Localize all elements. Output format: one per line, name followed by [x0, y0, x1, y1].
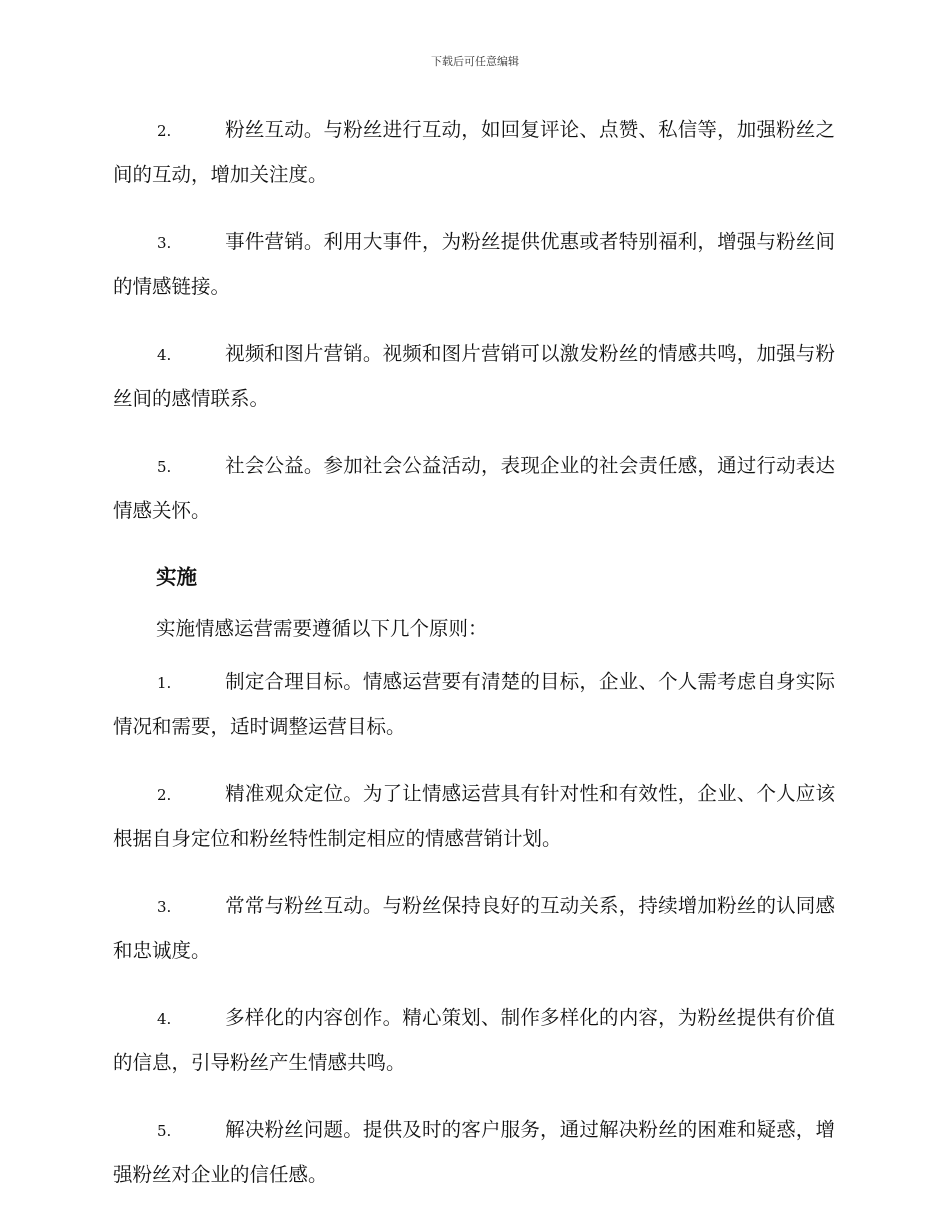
page-header: 下载后可任意编辑 — [431, 55, 519, 68]
list-item-text: 视频和图片营销。视频和图片营销可以激发粉丝的情感共鸣，加强与粉丝间的感情联系。 — [113, 342, 835, 410]
list-item-text: 事件营销。利用大事件，为粉丝提供优惠或者特别福利，增强与粉丝间的情感链接。 — [113, 230, 835, 298]
list-item-number: 3. — [157, 898, 172, 916]
list-item-number: 5. — [157, 1122, 172, 1140]
list-item — [113, 332, 835, 420]
list-item-text: 精准观众定位。为了让情感运营具有针对性和有效性，企业、个人应该根据自身定位和粉丝特性制定相应的情感营销计划。 — [113, 782, 835, 850]
list-item-number: 1. — [157, 674, 172, 692]
list-item-number: 2. — [157, 122, 172, 140]
list-item — [113, 660, 835, 748]
list-item — [113, 996, 835, 1084]
principles-list — [113, 660, 835, 1196]
list-item — [113, 772, 835, 860]
list-item — [113, 884, 835, 972]
section-heading: 实施 — [156, 565, 197, 589]
list-item — [113, 220, 835, 308]
list-item-text: 解决粉丝问题。提供及时的客户服务，通过解决粉丝的困难和疑惑，增强粉丝对企业的信任感。 — [113, 1118, 835, 1186]
list-item-number: 2. — [157, 786, 172, 804]
list-item — [113, 108, 835, 196]
strategy-list — [113, 108, 835, 532]
list-item-text: 常常与粉丝互动。与粉丝保持良好的互动关系，持续增加粉丝的认同感和忠诚度。 — [113, 894, 835, 962]
list-item-text: 多样化的内容创作。精心策划、制作多样化的内容，为粉丝提供有价值的信息，引导粉丝产生情感共鸣。 — [113, 1006, 835, 1074]
list-item-number: 5. — [157, 458, 172, 476]
list-item-text: 社会公益。参加社会公益活动，表现企业的社会责任感，通过行动表达情感关怀。 — [113, 454, 835, 522]
list-item — [113, 444, 835, 532]
list-item — [113, 1108, 835, 1196]
list-item-number: 4. — [157, 1010, 172, 1028]
section-intro: 实施情感运营需要遵循以下几个原则： — [156, 617, 488, 640]
document-body — [113, 108, 835, 1220]
list-item-number: 4. — [157, 346, 172, 364]
list-item-number: 3. — [157, 234, 172, 252]
list-item-text: 制定合理目标。情感运营要有清楚的目标，企业、个人需考虑自身实际情况和需要，适时调整运营目标。 — [113, 670, 835, 738]
list-item-text: 粉丝互动。与粉丝进行互动，如回复评论、点赞、私信等，加强粉丝之间的互动，增加关注度。 — [113, 118, 835, 186]
